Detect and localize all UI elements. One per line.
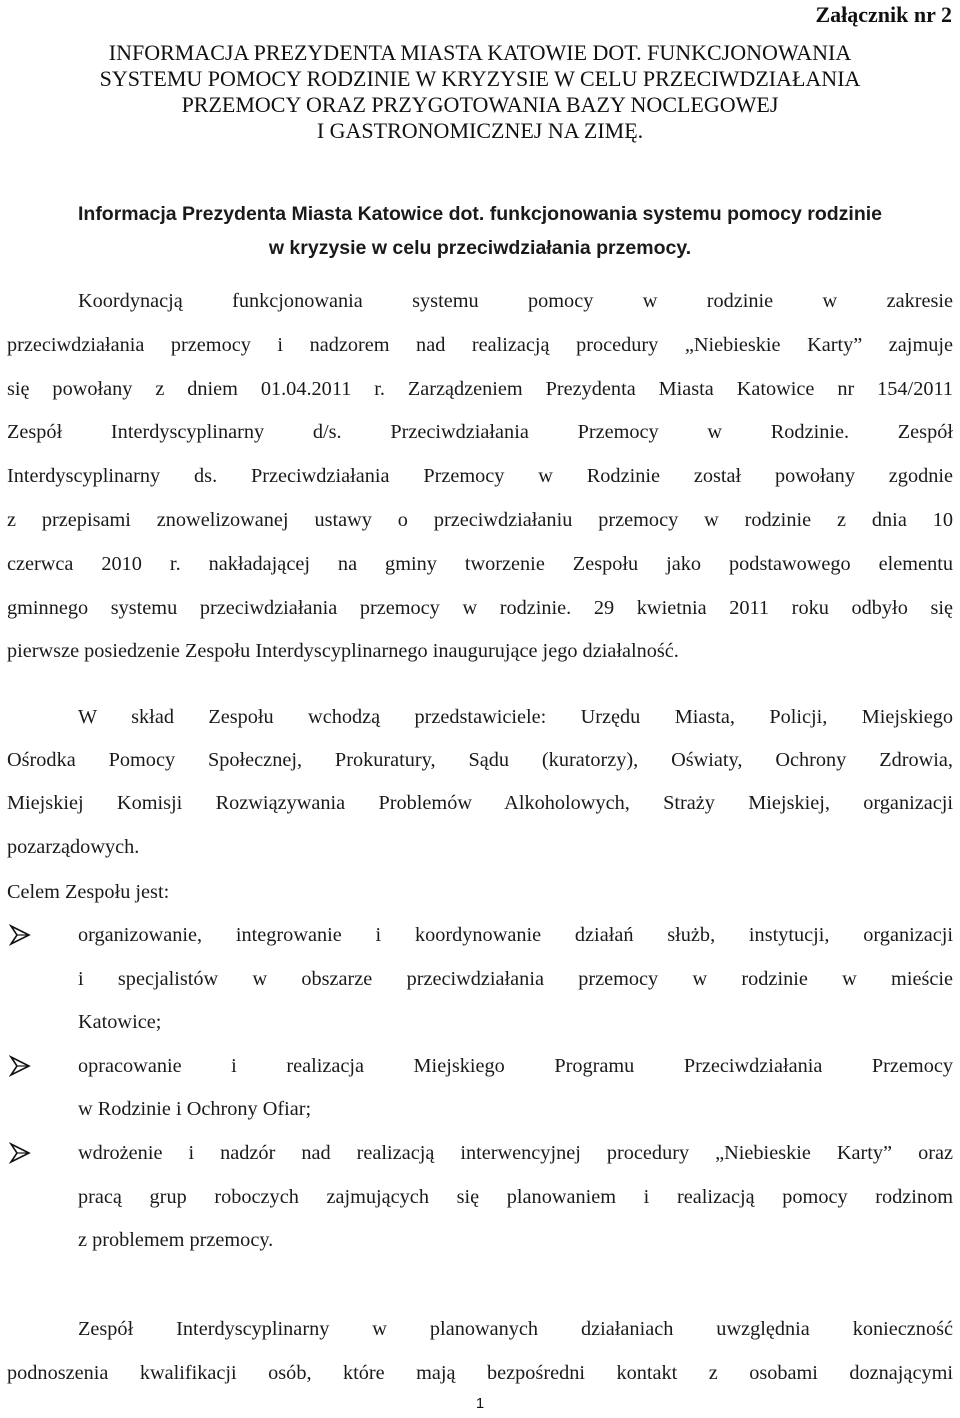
paragraph-line: podnoszenia kwalifikacji osób, które mają bezpośredni kontakt z osobami doznającymi: [7, 1361, 953, 1384]
goal-item: [7, 920, 953, 1051]
paragraph-line: Interdyscyplinarny ds. Przeciwdziałania Przemocy w Rodzinie został powołany zgodnie: [7, 465, 953, 488]
goal-line: i specjalistów w obszarze przeciwdziałania przemocy w rodzinie w mieście: [78, 967, 953, 990]
title-line: SYSTEMU POMOCY RODZINIE W KRYZYSIE W CELU PRZECIWDZIAŁANIA: [99, 66, 861, 91]
title-line: PRZEMOCY ORAZ PRZYGOTOWANIA BAZY NOCLEGOWEJ: [181, 92, 779, 117]
paragraph-line: W skład Zespołu wchodzą przedstawiciele: Urzędu Miasta, Policji, Miejskiego: [78, 706, 953, 728]
goals-list: [7, 920, 953, 1269]
paragraph-coordination: [7, 286, 953, 680]
paragraph-line: Miejskiej Komisji Rozwiązywania Problemów Alkoholowych, Straży Miejskiej, organizacji: [7, 792, 953, 815]
paragraph-line: Zespół Interdyscyplinarny d/s. Przeciwdziałania Przemocy w Rodzinie. Zespół: [7, 421, 953, 444]
document-subtitle: [0, 197, 960, 265]
paragraph-line: Zespół Interdyscyplinarny w planowanych działaniach uwzględnia konieczność: [78, 1318, 953, 1340]
paragraph-line: z przepisami znowelizowanej ustawy o przeciwdziałaniu przemocy w rodzinie z dnia 10: [7, 508, 953, 531]
arrow-bullet-icon: [9, 1142, 31, 1164]
paragraph-line: się powołany z dniem 01.04.2011 r. Zarządzeniem Prezydenta Miasta Katowice nr 154/2011: [7, 377, 953, 400]
paragraph-line: przeciwdziałania przemocy i nadzorem nad realizacją procedury „Niebieskie Karty” zajmuje: [7, 333, 953, 356]
goal-line: w Rodzinie i Ochrony Ofiar;: [78, 1098, 312, 1121]
title-line: INFORMACJA PREZYDENTA MIASTA KATOWIE DOT. FUNKCJONOWANIA: [108, 40, 852, 65]
paragraph-qualifications: [7, 1314, 953, 1402]
paragraph-members: [7, 702, 953, 875]
goal-line: organizowanie, integrowanie i koordynowanie działań służb, instytucji, organizacji: [78, 924, 953, 946]
goal-item: [7, 1051, 953, 1138]
paragraph-line: Koordynacją funkcjonowania systemu pomocy w rodzinie w zakresie: [78, 290, 953, 312]
subtitle-line: Informacja Prezydenta Miasta Katowice dot. funkcjonowania systemu pomocy rodzinie: [77, 203, 882, 225]
goal-line: wdrożenie i nadzór nad realizacją interwencyjnej procedury „Niebieskie Karty” oraz: [78, 1141, 953, 1164]
title-line: I GASTRONOMICZNEJ NA ZIMĘ.: [316, 118, 644, 143]
paragraph-line: pierwsze posiedzenie Zespołu Interdyscyplinarnego inaugurujące jego działalność.: [7, 640, 679, 663]
document-title: [0, 40, 960, 144]
paragraph-line: Ośrodka Pomocy Społecznej, Prokuratury, Sądu (kuratorzy), Oświaty, Ochrony Zdrowia,: [7, 749, 953, 772]
paragraph-line: gminnego systemu przeciwdziałania przemocy w rodzinie. 29 kwietnia 2011 roku odbyło się: [7, 596, 953, 619]
paragraph-line: czerwca 2010 r. nakładającej na gminy tworzenie Zespołu jako podstawowego elementu: [7, 552, 953, 575]
paragraph-line: pozarządowych.: [7, 835, 140, 858]
arrow-bullet-icon: [9, 1055, 31, 1077]
attachment-label: Załącznik nr 2: [815, 2, 952, 27]
goal-item: [7, 1138, 953, 1269]
goal-line: Katowice;: [78, 1011, 162, 1034]
goal-line: z problemem przemocy.: [78, 1229, 274, 1252]
goal-line: pracą grup roboczych zajmujących się planowaniem i realizacją pomocy rodzinom: [78, 1185, 953, 1208]
subtitle-line: w kryzysie w celu przeciwdziałania przemocy.: [268, 237, 692, 259]
goal-line: opracowanie i realizacja Miejskiego Programu Przeciwdziałania Przemocy: [78, 1054, 953, 1077]
arrow-bullet-icon: [9, 924, 31, 946]
goals-heading-text: Celem Zespołu jest:: [7, 881, 170, 903]
goals-heading: [7, 877, 953, 921]
page-number: 1: [475, 1395, 485, 1412]
